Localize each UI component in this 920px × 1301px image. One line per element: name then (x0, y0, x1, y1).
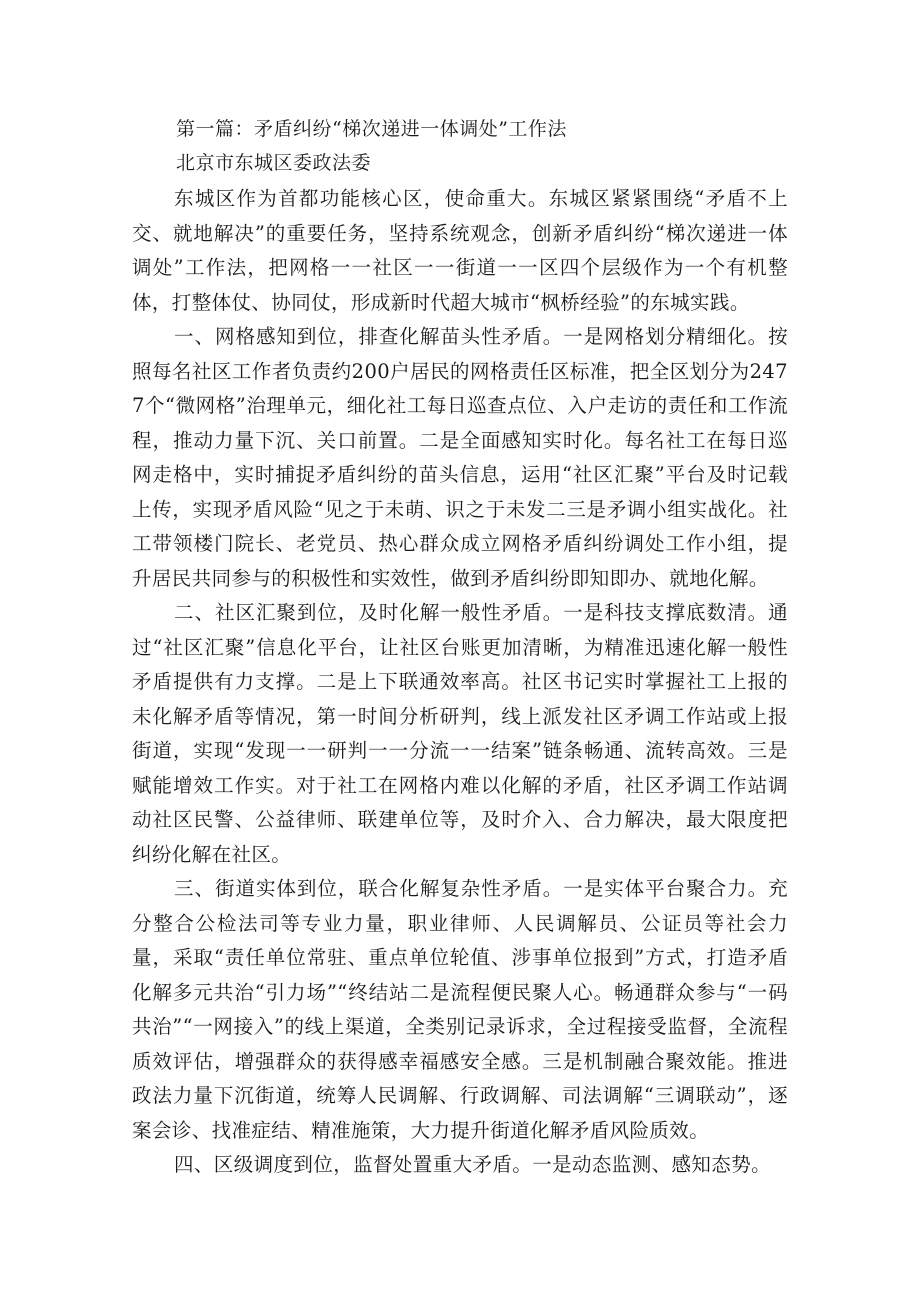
paragraph-section-3: 三、街道实体到位，联合化解复杂性矛盾。一是实体平台聚合力。充分整合公检法司等专业力量，职业律师、人民调解员、公证员等社会力量，采取“责任单位常驻、重点单位轮值、涉事单位报到”方式，打造矛盾化解多元共治“引力场”“终结站二是流程便民聚人心。畅通群众参与“一码共治”“一网接入”的线上渠道，全类别记录诉求，全过程接受监督，全流程质效评估，增强群众的获得感幸福感安全感。三是机制融合聚效能。推进政法力量下沉街道，统筹人民调解、行政调解、司法调解“三调联动”，逐案会诊、找准症结、精准施策，大力提升街道化解矛盾风险质效。 (132, 877, 788, 1142)
document-author: 北京市东城区委政法委 (176, 152, 372, 174)
document-body (132, 112, 788, 1183)
paragraph-section-1: 一、网格感知到位，排查化解苗头性矛盾。一是网格划分精细化。按照每名社区工作者负责约200户居民的网格责任区标准，把全区划分为2477个“微网格”治理单元，细化社工每日巡查点位、入户走访的责任和工作流程，推动力量下沉、关口前置。二是全面感知实时化。每名社工在每日巡网走格中，实时捕捉矛盾纠纷的苗头信息，运用“社区汇聚”平台及时记载上传，实现矛盾风险“见之于未萌、识之于未发二三是矛调小组实战化。社工带领楼门院长、老党员、热心群众成立网格矛盾纠纷调处工作小组，提升居民共同参与的积极性和实效性，做到矛盾纠纷即知即办、就地化解。 (132, 325, 788, 590)
paragraph-section-4: 四、区级调度到位，监督处置重大矛盾。一是动态监测、感知态势。 (174, 1153, 772, 1176)
document-title: 第一篇：矛盾纠纷“梯次递进一体调处”工作法 (176, 118, 567, 140)
paragraph-intro: 东城区作为首都功能核心区，使命重大。东城区紧紧围绕“矛盾不上交、就地解决”的重要任务，坚持系统观念，创新矛盾纠纷“梯次递进一体调处”工作法，把网格一一社区一一街道一一区四个层级作为一个有机整体，打整体仗、协同仗，形成新时代超大城市“枫桥经验”的东城实践。 (132, 187, 788, 314)
paragraph-section-2: 二、社区汇聚到位，及时化解一般性矛盾。一是科技支撑底数清。通过“社区汇聚”信息化平台，让社区台账更加清晰，为精准迅速化解一般性矛盾提供有力支撑。二是上下联通效率高。社区书记实时掌握社工上报的未化解矛盾等情况，第一时间分析研判，线上派发社区矛调工作站或上报街道，实现“发现一一研判一一分流一一结案”链条畅通、流转高效。三是赋能增效工作实。对于社工在网格内难以化解的矛盾，社区矛调工作站调动社区民警、公益律师、联建单位等，及时介入、合力解决，最大限度把纠纷化解在社区。 (132, 601, 788, 866)
